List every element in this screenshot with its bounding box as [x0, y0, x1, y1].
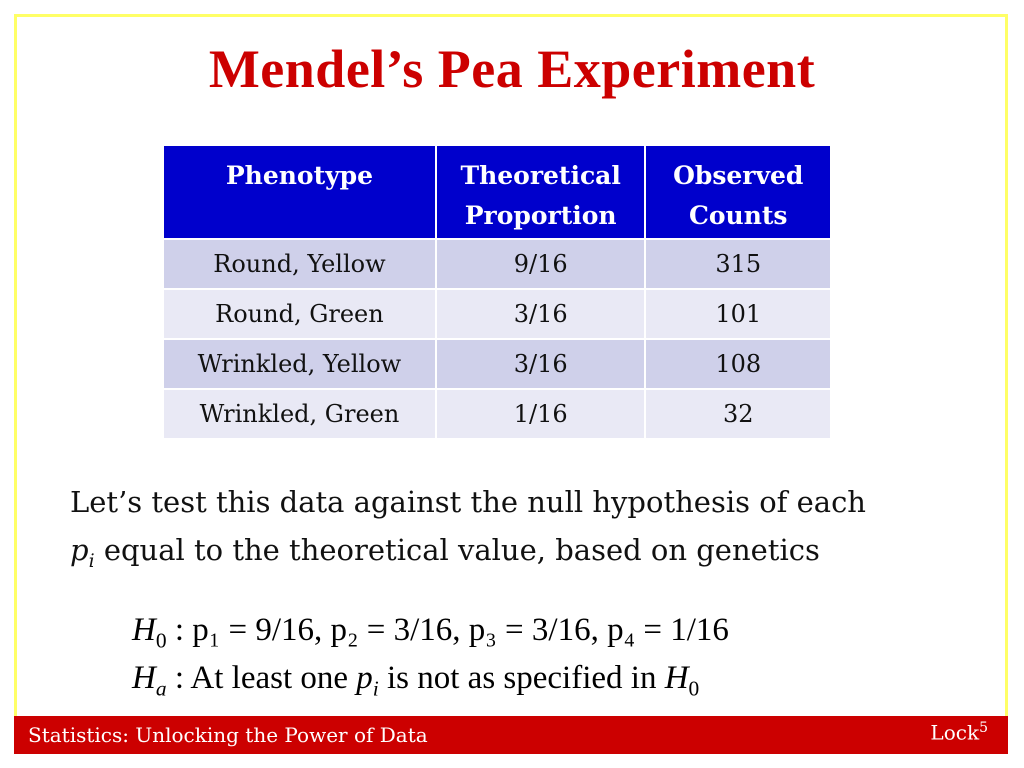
table-row — [163, 339, 831, 389]
cell-count: 108 — [645, 339, 831, 389]
cell-proportion: 3/16 — [436, 289, 646, 339]
table-header-row — [163, 145, 831, 239]
cell-proportion: 9/16 — [436, 239, 646, 289]
cell-proportion: 3/16 — [436, 339, 646, 389]
null-hypothesis: $H_0$ : p₁ = 9/16, p₂ = 3/16, p₃ = 3/16, p₄ = 1/16 — [132, 612, 729, 653]
phenotype-table — [162, 144, 832, 440]
cell-count: 32 — [645, 389, 831, 439]
cell-phenotype: Wrinkled, Yellow — [163, 339, 436, 389]
slide-title: Mendel’s Pea Experiment — [208, 39, 816, 99]
slide-footer — [14, 716, 1008, 754]
cell-phenotype: Round, Yellow — [163, 239, 436, 289]
cell-phenotype: Round, Green — [163, 289, 436, 339]
header-phenotype: Phenotype — [163, 145, 436, 239]
alternative-hypothesis: $H_a$ : At least one $p_i$ is not as specified in $H_0$ — [132, 660, 700, 701]
description-line-1: Let’s test this data against the null hypothesis of each — [70, 485, 866, 519]
header-theoretical-proportion: Theoretical Proportion — [436, 145, 646, 239]
header-observed-counts: Observed Counts — [645, 145, 831, 239]
description-line-2: $p_i$ equal to the theoretical value, based on genetics — [70, 533, 820, 572]
cell-proportion: 1/16 — [436, 389, 646, 439]
table-row — [163, 389, 831, 439]
footer-author: Lock$^5$ — [930, 720, 988, 745]
table-row — [163, 239, 831, 289]
cell-phenotype: Wrinkled, Green — [163, 389, 436, 439]
hypothesis-description — [70, 478, 990, 586]
cell-count: 315 — [645, 239, 831, 289]
footer-book-title: Statistics: Unlocking the Power of Data — [28, 723, 428, 747]
cell-count: 101 — [645, 289, 831, 339]
table-row — [163, 289, 831, 339]
